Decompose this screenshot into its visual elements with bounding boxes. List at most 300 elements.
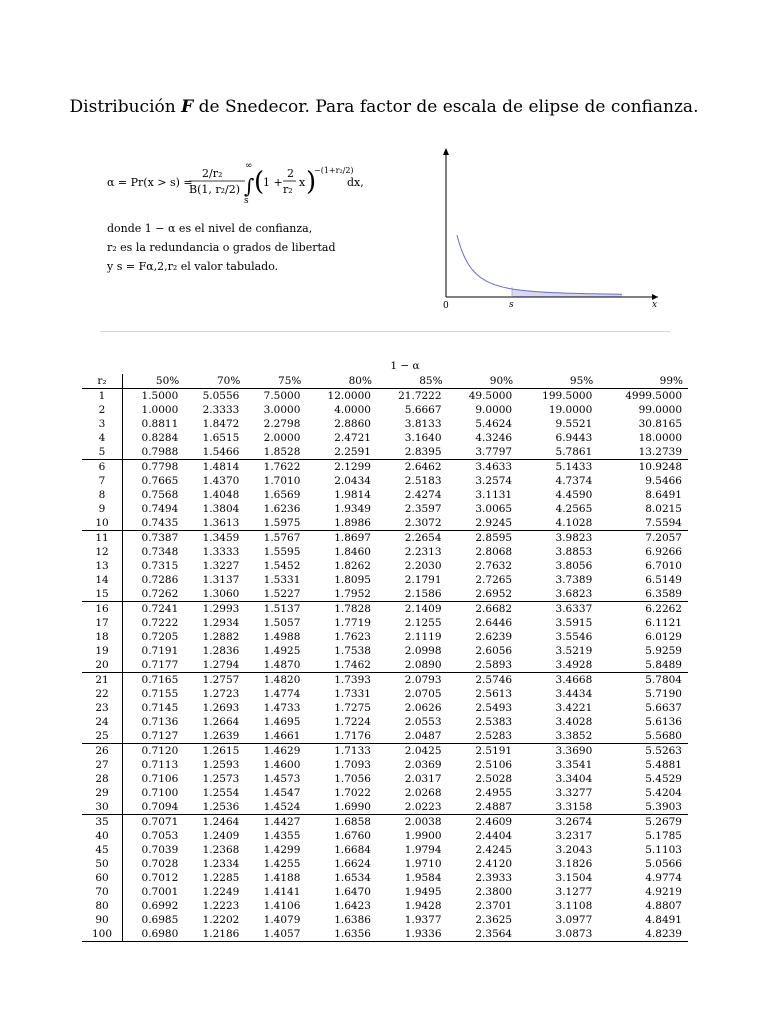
table-row: [82, 786, 688, 800]
table-row: [82, 587, 688, 602]
value-cell: 3.6823: [555, 588, 593, 600]
value-cell: 1.9814: [334, 489, 371, 501]
value-cell: 2.7265: [475, 574, 513, 586]
title-suffix: de Snedecor. Para factor de escala de elipse de confianza.: [198, 97, 699, 117]
value-cell: 3.1826: [555, 858, 593, 870]
value-cell: 2.4245: [475, 844, 513, 856]
value-cell: 1.7828: [306, 602, 377, 617]
value-cell: 1.4774: [263, 688, 301, 700]
table-row: [82, 800, 688, 815]
value-cell: 1.6470: [334, 886, 371, 898]
value-cell: 5.5263: [598, 744, 688, 759]
value-cell: 1.2573: [202, 773, 240, 785]
value-cell: 2.0487: [404, 730, 442, 742]
value-cell: 2.8395: [404, 446, 442, 458]
value-cell: 2.2654: [377, 531, 448, 546]
value-cell: 2.0434: [334, 475, 371, 487]
value-cell: 3.8133: [404, 418, 442, 430]
value-cell: 2.0998: [404, 645, 442, 657]
value-cell: 1.3137: [202, 574, 240, 586]
formula-open: 1 +: [263, 176, 283, 189]
title-prefix: Distribución: [69, 97, 176, 117]
value-cell: 3.2317: [555, 830, 593, 842]
value-cell: 1.4988: [263, 631, 301, 643]
value-cell: 1.6684: [334, 844, 371, 856]
value-cell: 2.1409: [377, 602, 448, 617]
r2-cell: 26: [82, 744, 123, 759]
value-cell: 5.5680: [645, 730, 682, 742]
value-cell: 0.7435: [141, 517, 179, 529]
r2-cell: 11: [82, 531, 123, 546]
r2-cell: 15: [82, 587, 123, 602]
table-row: [82, 516, 688, 531]
value-cell: 1.2794: [202, 659, 240, 671]
value-cell: 3.0873: [555, 928, 593, 940]
value-cell: 3.3158: [555, 801, 593, 813]
value-cell: 1.5331: [263, 574, 301, 586]
value-cell: 0.8811: [141, 418, 179, 430]
value-cell: 1.0000: [141, 404, 179, 416]
value-cell: 1.2202: [202, 914, 240, 926]
value-cell: 1.2464: [184, 815, 245, 830]
value-cell: 2.9245: [475, 517, 513, 529]
formula-lower: s: [244, 196, 249, 206]
r2-cell: 17: [82, 616, 123, 630]
value-cell: 1.4600: [263, 759, 301, 771]
value-cell: 3.1131: [475, 489, 513, 501]
value-cell: 2.5106: [475, 759, 513, 771]
value-cell: 1.4255: [263, 858, 301, 870]
value-cell: 4.0000: [334, 404, 371, 416]
table-row: [82, 488, 688, 502]
column-header: 70%: [184, 374, 245, 389]
value-cell: 0.7387: [123, 531, 185, 546]
r2-cell: 40: [82, 829, 123, 843]
value-cell: 2.5183: [404, 475, 442, 487]
value-cell: 1.2615: [184, 744, 245, 759]
value-cell: 1.3804: [202, 503, 240, 515]
r2-cell: 22: [82, 687, 123, 701]
value-cell: 2.2798: [263, 418, 301, 430]
value-cell: 2.8068: [475, 546, 513, 558]
value-cell: 1.5057: [263, 617, 301, 629]
value-cell: 2.4404: [475, 830, 513, 842]
r2-cell: 12: [82, 545, 123, 559]
value-cell: 5.1785: [645, 830, 682, 842]
value-cell: 2.3625: [475, 914, 513, 926]
value-cell: 1.5767: [245, 531, 306, 546]
value-cell: 1.6990: [334, 801, 371, 813]
value-cell: 1.2368: [202, 844, 240, 856]
value-cell: 5.7190: [645, 688, 682, 700]
table-row: [82, 913, 688, 927]
value-cell: 2.3597: [404, 503, 442, 515]
value-cell: 1.4057: [263, 928, 301, 940]
value-cell: 5.9259: [645, 645, 682, 657]
value-cell: 1.2993: [184, 602, 245, 617]
value-cell: 1.2693: [202, 702, 240, 714]
value-cell: 1.9794: [404, 844, 442, 856]
density-plot-svg: [400, 140, 670, 320]
value-cell: 0.7177: [141, 659, 179, 671]
formula-exponent: −(1+r₂/2): [314, 166, 354, 175]
value-cell: 3.7389: [555, 574, 593, 586]
value-cell: 0.7145: [141, 702, 179, 714]
value-cell: 1.4079: [263, 914, 301, 926]
value-cell: 1.4870: [263, 659, 301, 671]
value-cell: 2.1791: [404, 574, 442, 586]
r2-cell: 3: [82, 417, 123, 431]
value-cell: 2.0038: [377, 815, 448, 830]
value-cell: 2.6462: [377, 460, 448, 475]
value-cell: 1.2186: [202, 928, 240, 940]
value-cell: 2.5613: [475, 688, 513, 700]
value-cell: 0.6980: [141, 928, 179, 940]
value-cell: 2.8595: [448, 531, 519, 546]
r2-cell: 2: [82, 403, 123, 417]
value-cell: 0.7165: [123, 673, 185, 688]
value-cell: 2.0268: [404, 787, 442, 799]
table-row: [82, 616, 688, 630]
value-cell: 2.2313: [404, 546, 442, 558]
value-cell: 1.6236: [263, 503, 301, 515]
table-row: [82, 772, 688, 786]
value-cell: 4.1028: [555, 517, 593, 529]
r2-cell: 21: [82, 673, 123, 688]
value-cell: 1.2757: [184, 673, 245, 688]
value-cell: 2.4274: [404, 489, 442, 501]
value-cell: 3.9823: [518, 531, 598, 546]
formula-den: B(1, r₂/2): [189, 183, 241, 196]
table-row: [82, 403, 688, 417]
value-cell: 2.5493: [475, 702, 513, 714]
value-cell: 2.3701: [475, 900, 513, 912]
value-cell: 9.5466: [645, 475, 682, 487]
formula-svg: [107, 160, 397, 220]
value-cell: 2.0000: [263, 432, 301, 444]
value-cell: 1.9377: [404, 914, 442, 926]
value-cell: 0.7071: [123, 815, 185, 830]
value-cell: 1.7133: [306, 744, 377, 759]
x-label: x: [652, 300, 658, 310]
value-cell: 0.7120: [123, 744, 185, 759]
table-row: [82, 531, 688, 546]
value-cell: 13.2739: [638, 446, 682, 458]
table-row: [82, 871, 688, 885]
value-cell: 5.0566: [645, 858, 682, 870]
value-cell: 1.5137: [245, 602, 306, 617]
value-cell: 2.4955: [475, 787, 513, 799]
value-cell: 2.1299: [306, 460, 377, 475]
value-cell: 1.4733: [263, 702, 301, 714]
value-cell: 2.0369: [404, 759, 442, 771]
value-cell: 9.0000: [475, 404, 513, 416]
value-cell: 2.0317: [404, 773, 442, 785]
table-row: [82, 687, 688, 701]
value-cell: 5.2679: [598, 815, 688, 830]
value-cell: 2.0223: [404, 801, 442, 813]
value-cell: 0.7665: [141, 475, 179, 487]
value-cell: 4.9774: [645, 872, 682, 884]
value-cell: 0.7348: [141, 546, 179, 558]
r2-cell: 20: [82, 658, 123, 673]
value-cell: 1.4188: [263, 872, 301, 884]
paren-open: (: [254, 167, 265, 197]
value-cell: 5.4204: [645, 787, 682, 799]
value-cell: 3.4928: [555, 659, 593, 671]
origin-label: 0: [443, 301, 449, 311]
value-cell: 1.7538: [334, 645, 371, 657]
r2-cell: 7: [82, 474, 123, 488]
value-cell: 3.0977: [555, 914, 593, 926]
density-curve: [457, 235, 622, 294]
value-cell: 1.2334: [202, 858, 240, 870]
value-cell: 1.3459: [184, 531, 245, 546]
value-cell: 1.2664: [202, 716, 240, 728]
value-cell: 0.7988: [141, 446, 179, 458]
value-cell: 4.9219: [645, 886, 682, 898]
value-cell: 0.7028: [141, 858, 179, 870]
value-cell: 2.5191: [448, 744, 519, 759]
table-row: [82, 715, 688, 729]
value-cell: 4.4590: [555, 489, 593, 501]
table-row: [82, 545, 688, 559]
value-cell: 1.2285: [202, 872, 240, 884]
value-cell: 1.4299: [263, 844, 301, 856]
value-cell: 2.0793: [377, 673, 448, 688]
r2-cell: 35: [82, 815, 123, 830]
value-cell: 5.0556: [202, 390, 240, 402]
value-cell: 1.9710: [404, 858, 442, 870]
value-cell: 1.5595: [263, 546, 301, 558]
value-cell: 5.1433: [518, 460, 598, 475]
value-cell: 1.2409: [202, 830, 240, 842]
value-cell: 2.3564: [475, 928, 513, 940]
value-cell: 2.5383: [475, 716, 513, 728]
value-cell: 0.7136: [141, 716, 179, 728]
r2-cell: 60: [82, 871, 123, 885]
value-cell: 1.9349: [334, 503, 371, 515]
value-cell: 6.9443: [555, 432, 593, 444]
value-cell: 1.2882: [202, 631, 240, 643]
value-cell: 2.5028: [475, 773, 513, 785]
value-cell: 1.2223: [202, 900, 240, 912]
value-cell: 0.7127: [141, 730, 179, 742]
value-cell: 1.2639: [202, 730, 240, 742]
value-cell: 3.5915: [555, 617, 593, 629]
value-cell: 1.4106: [263, 900, 301, 912]
table-row: [82, 885, 688, 899]
value-cell: 5.6637: [645, 702, 682, 714]
paren-close: ): [306, 167, 317, 197]
value-cell: 1.4370: [202, 475, 240, 487]
r2-cell: 30: [82, 800, 123, 815]
value-cell: 8.6491: [645, 489, 682, 501]
value-cell: 0.7100: [141, 787, 179, 799]
value-cell: 2.8860: [334, 418, 371, 430]
value-cell: 2.0425: [377, 744, 448, 759]
table-row: [82, 644, 688, 658]
table-row: [82, 857, 688, 871]
value-cell: 1.4141: [263, 886, 301, 898]
value-cell: 19.0000: [548, 404, 593, 416]
r2-cell: 45: [82, 843, 123, 857]
value-cell: 1.9428: [404, 900, 442, 912]
r2-cell: 6: [82, 460, 123, 475]
value-cell: 3.1108: [555, 900, 593, 912]
table-row: [82, 829, 688, 843]
r2-cell: 1: [82, 389, 123, 404]
table-row: [82, 758, 688, 772]
value-cell: 1.4355: [263, 830, 301, 842]
value-cell: 0.7315: [141, 560, 179, 572]
value-cell: 3.0000: [263, 404, 301, 416]
value-cell: 1.3060: [202, 588, 240, 600]
value-cell: 1.7056: [334, 773, 371, 785]
value-cell: 1.7393: [306, 673, 377, 688]
value-cell: 1.6423: [334, 900, 371, 912]
value-cell: 1.8262: [334, 560, 371, 572]
value-cell: 2.1586: [404, 588, 442, 600]
value-cell: 3.1277: [555, 886, 593, 898]
value-cell: 1.2836: [202, 645, 240, 657]
density-plot: [400, 140, 670, 324]
r2-cell: 90: [82, 913, 123, 927]
value-cell: 1.4427: [245, 815, 306, 830]
value-cell: 1.6356: [334, 928, 371, 940]
value-cell: 1.7224: [334, 716, 371, 728]
value-cell: 8.0215: [645, 503, 682, 515]
value-cell: 1.7622: [245, 460, 306, 475]
formula: [107, 160, 397, 220]
value-cell: 2.0890: [404, 659, 442, 671]
value-cell: 2.6446: [475, 617, 513, 629]
table-row: [82, 927, 688, 942]
r2-cell: 9: [82, 502, 123, 516]
table-row: [82, 744, 688, 759]
table-row: [82, 389, 688, 404]
r2-cell: 14: [82, 573, 123, 587]
column-header: 50%: [123, 374, 185, 389]
value-cell: 1.8095: [334, 574, 371, 586]
value-cell: 6.7010: [645, 560, 682, 572]
value-cell: 0.8284: [141, 432, 179, 444]
value-cell: 5.4624: [475, 418, 513, 430]
r2-cell: 23: [82, 701, 123, 715]
value-cell: 2.6239: [475, 631, 513, 643]
title-letter: F: [181, 97, 194, 117]
r2-cell: 8: [82, 488, 123, 502]
value-cell: 5.7861: [555, 446, 593, 458]
value-cell: 1.6624: [334, 858, 371, 870]
value-cell: 1.5452: [263, 560, 301, 572]
value-cell: 6.2262: [598, 602, 688, 617]
formula-dx: dx,: [347, 176, 364, 189]
value-cell: 1.4629: [245, 744, 306, 759]
value-cell: 4.7374: [555, 475, 593, 487]
value-cell: 5.4881: [645, 759, 682, 771]
value-cell: 1.7176: [334, 730, 371, 742]
definitions: [107, 219, 335, 276]
value-cell: 1.6760: [334, 830, 371, 842]
r2-cell: 27: [82, 758, 123, 772]
value-cell: 1.3227: [202, 560, 240, 572]
table-row: [82, 673, 688, 688]
value-cell: 21.7222: [398, 390, 442, 402]
value-cell: 2.0553: [404, 716, 442, 728]
value-cell: 12.0000: [327, 390, 371, 402]
column-header: 99%: [598, 374, 688, 389]
value-cell: 1.4925: [263, 645, 301, 657]
value-cell: 3.8853: [555, 546, 593, 558]
r2-cell: 50: [82, 857, 123, 871]
table-row: [82, 701, 688, 715]
value-cell: 0.7205: [141, 631, 179, 643]
value-cell: 5.4529: [645, 773, 682, 785]
table-row: [82, 474, 688, 488]
value-cell: 2.3800: [475, 886, 513, 898]
r2-cell: 24: [82, 715, 123, 729]
value-cell: 1.6858: [306, 815, 377, 830]
value-cell: 1.9495: [404, 886, 442, 898]
value-cell: 1.4661: [263, 730, 301, 742]
value-cell: 30.8165: [638, 418, 682, 430]
value-cell: 2.6056: [475, 645, 513, 657]
value-cell: 1.5466: [202, 446, 240, 458]
value-cell: 5.7804: [598, 673, 688, 688]
r2-cell: 5: [82, 445, 123, 460]
value-cell: 5.8489: [645, 659, 682, 671]
value-cell: 3.5546: [555, 631, 593, 643]
value-cell: 2.4887: [475, 801, 513, 813]
integral-sign: ∫: [244, 174, 255, 198]
value-cell: 1.7010: [263, 475, 301, 487]
table-row: [82, 630, 688, 644]
formula-var: x: [299, 176, 306, 189]
frac-den: r₂: [283, 183, 293, 196]
value-cell: 3.3277: [555, 787, 593, 799]
value-cell: 1.2593: [202, 759, 240, 771]
column-header: 95%: [518, 374, 598, 389]
value-cell: 3.3852: [555, 730, 593, 742]
r2-cell: 16: [82, 602, 123, 617]
value-cell: 0.7494: [141, 503, 179, 515]
value-cell: 6.3589: [645, 588, 682, 600]
value-cell: 3.3690: [518, 744, 598, 759]
f-table-grid: [82, 374, 688, 942]
value-cell: 0.7113: [141, 759, 179, 771]
value-cell: 3.4434: [555, 688, 593, 700]
r2-cell: 19: [82, 644, 123, 658]
s-label: s: [509, 300, 514, 310]
value-cell: 4.8491: [645, 914, 682, 926]
value-cell: 1.7952: [334, 588, 371, 600]
value-cell: 1.2723: [202, 688, 240, 700]
value-cell: 2.2030: [404, 560, 442, 572]
definition-line-2: r₂ es la redundancia o grados de libertad: [107, 241, 336, 254]
column-header: 85%: [377, 374, 448, 389]
table-row: [82, 559, 688, 573]
value-cell: 2.5746: [448, 673, 519, 688]
table-row: [82, 445, 688, 460]
column-header: 90%: [448, 374, 519, 389]
value-cell: 7.5000: [263, 390, 301, 402]
value-cell: 2.2591: [334, 446, 371, 458]
r2-header: r₂: [82, 374, 123, 389]
value-cell: 1.2536: [202, 801, 240, 813]
value-cell: 3.3404: [555, 773, 593, 785]
value-cell: 3.0065: [475, 503, 513, 515]
